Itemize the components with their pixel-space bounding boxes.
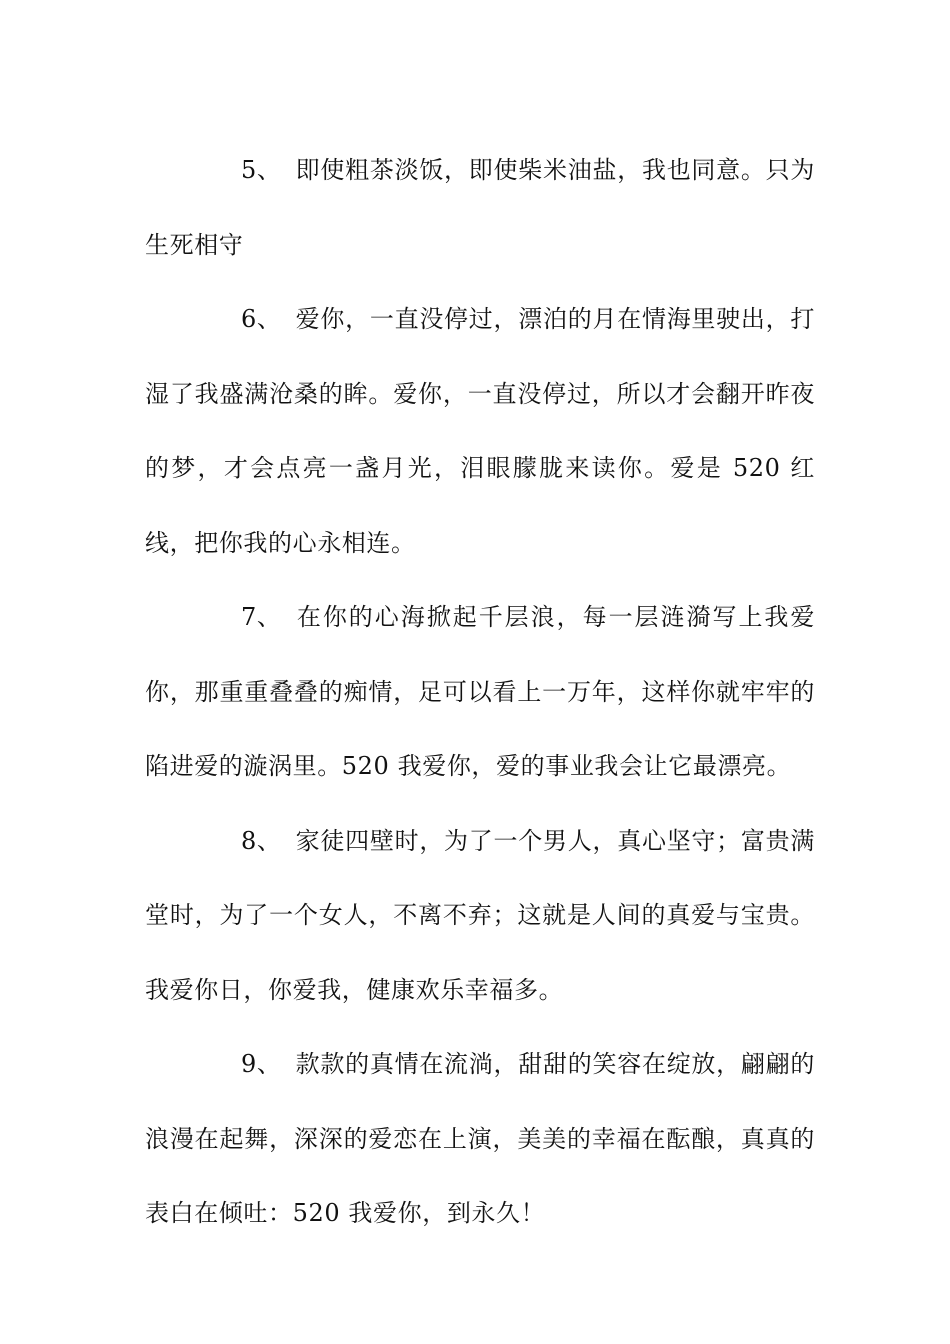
list-item [145,580,815,804]
list-item [145,1027,815,1251]
item-number: 6、 [241,305,282,333]
item-number: 8、 [241,826,282,855]
item-text: 款款的真情在流淌，甜甜的笑容在绽放，翩翩的浪漫在起舞，深深的爱恋在上演，美美的幸福在酝酿，真真的表白在倾吐：520 我爱你，到永久！ [145,1050,815,1227]
list-item [145,133,815,282]
item-number: 7、 [241,603,282,631]
document-body [145,133,815,1251]
item-text: 在你的心海掀起千层浪，每一层涟漪写上我爱你，那重重叠叠的痴情，足可以看上一万年，这样你就牢牢的陷进爱的漩涡里。520 我爱你，爱的事业我会让它最漂亮。 [145,603,815,780]
item-number: 5、 [241,156,282,184]
item-number: 9、 [241,1050,282,1078]
item-text: 即使粗茶淡饭，即使柴米油盐，我也同意。只为生死相守 [145,156,815,259]
item-text: 家徒四壁时，为了一个男人，真心坚守；富贵满堂时，为了一个女人，不离不弃；这就是人间的真爱与宝贵。我爱你日，你爱我，健康欢乐幸福多。 [145,826,815,1004]
list-item [145,804,815,1028]
list-item [145,282,815,580]
item-text: 爱你，一直没停过，漂泊的月在情海里驶出，打湿了我盛满沧桑的眸。爱你，一直没停过，所以才会翻开昨夜的梦，才会点亮一盏月光，泪眼朦胧来读你。爱是 520 红线，把你我的心永相连。 [145,305,815,557]
